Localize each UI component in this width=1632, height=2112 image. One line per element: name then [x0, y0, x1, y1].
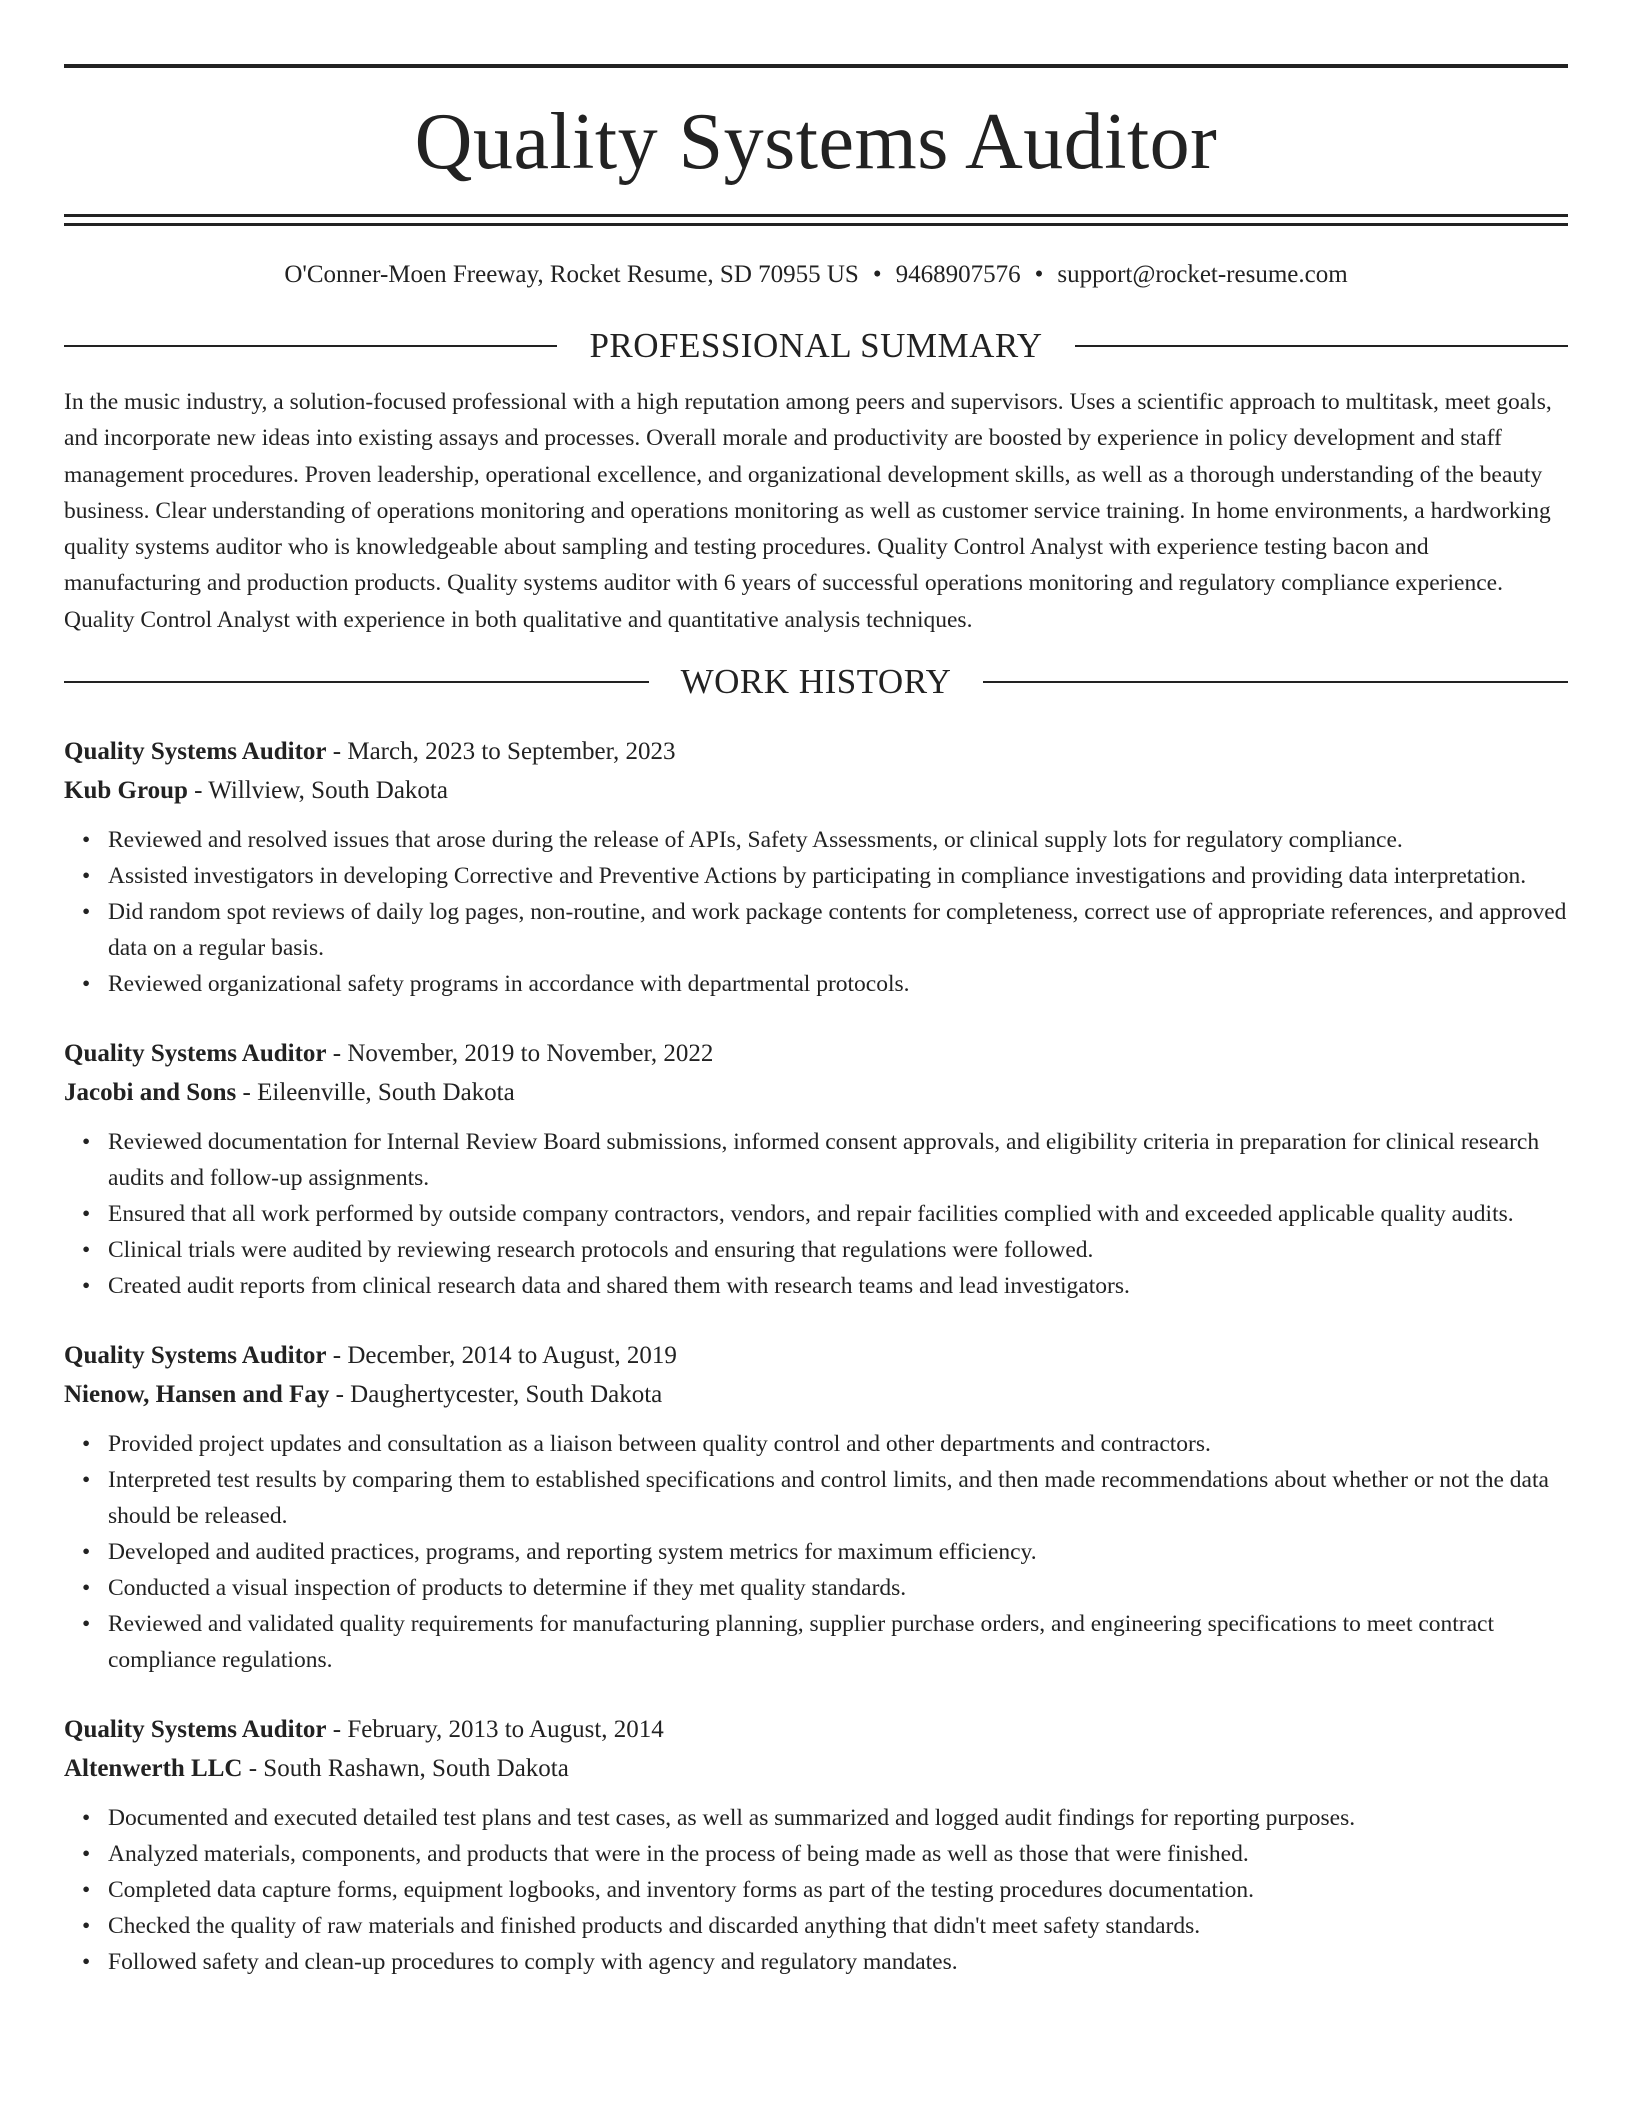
list-item — [82, 1872, 1568, 1908]
section-rule-left — [64, 681, 649, 683]
job-role: Quality Systems Auditor — [64, 1715, 327, 1743]
summary-section-header — [64, 326, 1568, 366]
job-dash: - — [326, 1039, 348, 1067]
job-entry — [64, 1034, 1568, 1304]
bullet-text: Reviewed and resolved issues that arose during the release of APIs, Safety Assessments, or clinical supply lots for regulatory compliance. — [108, 826, 1403, 853]
list-item — [82, 822, 1568, 858]
bullet-text: Developed and audited practices, programs, and reporting system metrics for maximum efficiency. — [108, 1538, 1037, 1565]
bullet-text: Assisted investigators in developing Corrective and Preventive Actions by participating in compliance investigations and providing data interpretation. — [108, 862, 1527, 889]
list-item — [82, 1836, 1568, 1872]
job-dates: December, 2014 to August, 2019 — [347, 1341, 677, 1369]
bullet-text: Did random spot reviews of daily log pages, non-routine, and work package contents for completeness, correct use of appropriate references, and approved data on a regular basis. — [108, 898, 1567, 961]
list-item — [82, 1944, 1568, 1980]
job-entry — [64, 732, 1568, 1002]
job-dates: November, 2019 to November, 2022 — [347, 1039, 714, 1067]
work-heading: WORK HISTORY — [680, 661, 952, 701]
summary-text: In the music industry, a solution-focused professional with a high reputation among peers and supervisors. Uses a scientific approach to multitask, meet goals, and incorporate new ideas into existing assays and processes. Overall morale and productivity are boosted by experience in policy development and staff management procedures. Proven leadership, operational excellence, and organizational development skills, as well as a thorough understanding of the beauty business. Clear understanding of operations monitoring and operations monitoring as well as customer service training. In home environments, a hardworking quality systems auditor who is knowledgeable about sampling and testing procedures. Quality Control Analyst with experience testing bacon and manufacturing and production products. Quality systems auditor with 6 years of successful operations monitoring and regulatory compliance experience. Quality Control Analyst with experience in both qualitative and quantitative analysis techniques. — [64, 389, 1552, 633]
bullet-glyph: • — [82, 970, 91, 997]
bullet-text: Reviewed organizational safety programs in accordance with departmental protocols. — [108, 970, 910, 997]
job-dash: - — [236, 1078, 258, 1106]
job-title-line — [64, 1336, 1568, 1375]
bullet-glyph: • — [82, 898, 91, 925]
job-entry — [64, 1710, 1568, 1980]
job-role: Quality Systems Auditor — [64, 737, 327, 765]
title-double-rule — [64, 214, 1568, 226]
top-rule — [64, 64, 1568, 68]
bullet-text: Completed data capture forms, equipment logbooks, and inventory forms as part of the testing procedures documentation. — [108, 1876, 1254, 1903]
bullet-glyph: • — [82, 1466, 91, 1493]
bullet-text: Analyzed materials, components, and products that were in the process of being made as well as those that were finished. — [108, 1840, 1249, 1867]
job-dash: - — [242, 1754, 264, 1782]
job-title-line — [64, 1710, 1568, 1749]
job-dash: - — [326, 737, 348, 765]
list-item — [82, 966, 1568, 1002]
bullet-glyph: • — [82, 1948, 91, 1975]
summary-heading: PROFESSIONAL SUMMARY — [589, 326, 1043, 365]
job-location: Daughertycester, South Dakota — [350, 1380, 663, 1408]
bullet-text: Followed safety and clean-up procedures to comply with agency and regulatory mandates. — [108, 1948, 958, 1975]
bullet-glyph: • — [82, 862, 91, 889]
list-item — [82, 1534, 1568, 1570]
bullet-glyph: • — [82, 1610, 91, 1637]
resume-title: Quality Systems Auditor — [414, 98, 1218, 186]
list-item — [82, 1800, 1568, 1836]
job-title-line — [64, 1034, 1568, 1073]
job-company-line — [64, 1749, 1568, 1788]
list-item — [82, 1606, 1568, 1678]
job-dates: March, 2023 to September, 2023 — [347, 737, 676, 765]
contact-separator: • — [1034, 261, 1044, 288]
job-company-line — [64, 1073, 1568, 1112]
contact-line — [64, 260, 1568, 290]
bullet-text: Ensured that all work performed by outside company contractors, vendors, and repair facilities complied with and exceeded applicable quality audits. — [108, 1200, 1514, 1227]
job-location: Willview, South Dakota — [208, 776, 448, 804]
work-section-header — [64, 662, 1568, 702]
contact-email: support@rocket-resume.com — [1057, 261, 1348, 288]
job-dash: - — [187, 776, 209, 804]
section-rule-right — [983, 681, 1568, 683]
bullet-text: Interpreted test results by comparing them to established specifications and control limits, and then made recommendations about whether or not the data should be released. — [108, 1466, 1549, 1529]
contact-phone: 9468907576 — [895, 261, 1021, 288]
job-bullets — [64, 1426, 1568, 1678]
job-role: Quality Systems Auditor — [64, 1341, 327, 1369]
bullet-text: Provided project updates and consultation as a liaison between quality control and other departments and contractors. — [108, 1430, 1211, 1457]
bullet-glyph: • — [82, 1430, 91, 1457]
bullet-text: Reviewed and validated quality requirements for manufacturing planning, supplier purchase orders, and engineering specifications to meet contract compliance regulations. — [108, 1610, 1495, 1673]
list-item — [82, 1426, 1568, 1462]
bullet-glyph: • — [82, 1574, 91, 1601]
job-company-line — [64, 1375, 1568, 1414]
job-location: Eileenville, South Dakota — [257, 1078, 515, 1106]
job-bullets — [64, 1800, 1568, 1980]
bullet-glyph: • — [82, 1272, 91, 1299]
job-bullets — [64, 1124, 1568, 1304]
section-rule-left — [64, 345, 557, 347]
job-location: South Rashawn, South Dakota — [263, 1754, 569, 1782]
bullet-glyph: • — [82, 1128, 91, 1155]
job-company: Kub Group — [64, 776, 188, 804]
job-company: Nienow, Hansen and Fay — [64, 1380, 330, 1408]
bullet-text: Conducted a visual inspection of products to determine if they met quality standards. — [108, 1574, 907, 1601]
job-company-line — [64, 771, 1568, 810]
bullet-glyph: • — [82, 1840, 91, 1867]
job-title-line — [64, 732, 1568, 771]
bullet-glyph: • — [82, 1236, 91, 1263]
contact-address: O'Conner-Moen Freeway, Rocket Resume, SD 70955 US — [284, 261, 859, 288]
bullet-text: Clinical trials were audited by reviewing research protocols and ensuring that regulations were followed. — [108, 1236, 1094, 1263]
bullet-glyph: • — [82, 1200, 91, 1227]
job-dash: - — [329, 1380, 351, 1408]
job-company: Altenwerth LLC — [64, 1754, 243, 1782]
list-item — [82, 1268, 1568, 1304]
job-dash: - — [326, 1715, 348, 1743]
bullet-glyph: • — [82, 1912, 91, 1939]
bullet-glyph: • — [82, 1804, 91, 1831]
job-dash: - — [326, 1341, 348, 1369]
contact-separator: • — [872, 261, 882, 288]
section-rule-right — [1075, 345, 1568, 347]
bullet-text: Documented and executed detailed test plans and test cases, as well as summarized and logged audit findings for reporting purposes. — [108, 1804, 1356, 1831]
job-dates: February, 2013 to August, 2014 — [347, 1715, 664, 1743]
work-history-list — [64, 732, 1568, 1980]
list-item — [82, 1570, 1568, 1606]
bullet-text: Created audit reports from clinical research data and shared them with research teams and lead investigators. — [108, 1272, 1130, 1299]
job-company: Jacobi and Sons — [64, 1078, 237, 1106]
bullet-glyph: • — [82, 1538, 91, 1565]
list-item — [82, 894, 1568, 966]
bullet-glyph: • — [82, 1876, 91, 1903]
list-item — [82, 1232, 1568, 1268]
job-bullets — [64, 822, 1568, 1002]
job-entry — [64, 1336, 1568, 1678]
bullet-glyph: • — [82, 826, 91, 853]
list-item — [82, 1124, 1568, 1196]
list-item — [82, 858, 1568, 894]
bullet-text: Checked the quality of raw materials and finished products and discarded anything that didn't meet safety standards. — [108, 1912, 1201, 1939]
list-item — [82, 1462, 1568, 1534]
list-item — [82, 1196, 1568, 1232]
bullet-text: Reviewed documentation for Internal Review Board submissions, informed consent approvals, and eligibility criteria in preparation for clinical research audits and follow-up assignments. — [108, 1128, 1540, 1191]
list-item — [82, 1908, 1568, 1944]
job-role: Quality Systems Auditor — [64, 1039, 327, 1067]
